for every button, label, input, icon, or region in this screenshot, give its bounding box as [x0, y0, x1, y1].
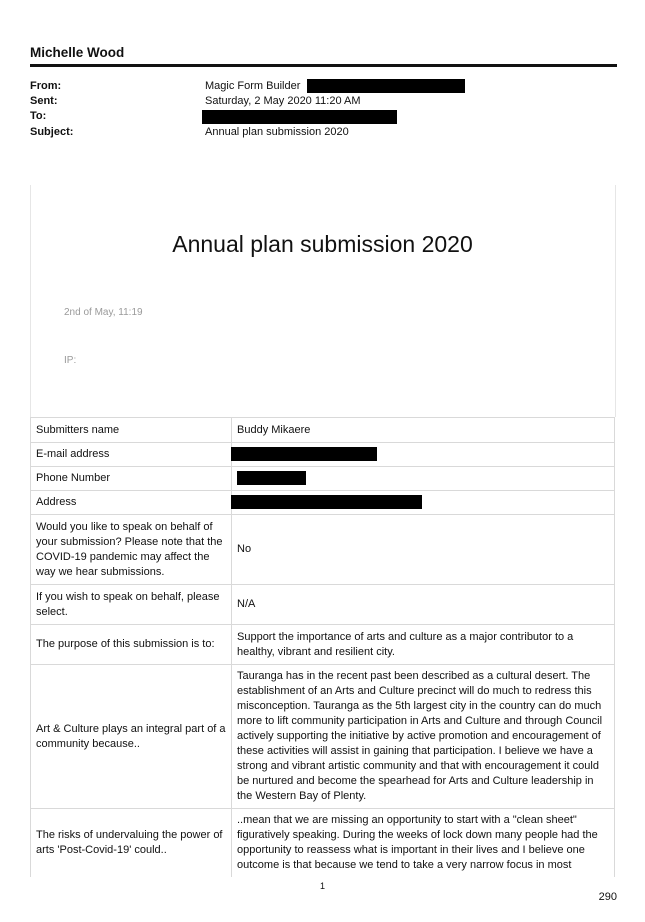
answer-cell: N/A [232, 585, 615, 625]
question-cell: Phone Number [31, 467, 232, 491]
form-date: 2nd of May, 11:19 [64, 307, 143, 318]
from-value: Magic Form Builder [205, 80, 301, 92]
question-cell: The risks of undervaluing the power of arts 'Post-Covid-19' could.. [31, 809, 232, 878]
redaction-from [307, 79, 465, 93]
page-number: 1 [319, 881, 325, 891]
answer-cell: Support the importance of arts and culture as a major contributor to a healthy, vibrant and resilient city. [232, 625, 615, 665]
sent-value: Saturday, 2 May 2020 11:20 AM [205, 95, 361, 107]
table-row [31, 625, 615, 665]
question-cell: If you wish to speak on behalf, please select. [31, 585, 232, 625]
table-row [31, 443, 615, 467]
question-cell: E-mail address [31, 443, 232, 467]
form-ip-label: IP: [64, 355, 77, 366]
redaction-to [202, 110, 397, 124]
answer-cell: Buddy Mikaere [232, 418, 615, 443]
answer-cell [232, 467, 615, 491]
question-cell: Submitters name [31, 418, 232, 443]
answer-cell [232, 443, 615, 467]
table-row [31, 515, 615, 585]
header-rule [30, 64, 617, 67]
table-row [31, 491, 615, 515]
question-cell: Art & Culture plays an integral part of a community because.. [31, 665, 232, 809]
sent-label: Sent: [30, 95, 58, 107]
to-label: To: [30, 110, 47, 122]
redaction-phone [237, 471, 306, 485]
form-card [30, 185, 616, 417]
question-cell: Address [31, 491, 232, 515]
question-cell: The purpose of this submission is to: [31, 625, 232, 665]
answer-cell: ..mean that we are missing an opportunity to start with a "clean sheet" figuratively speaking. During the weeks of lock down many people had the opportunity to reassess what is important in their lives and I believe one outcome is that because we tend to take a very narrow focus in most [232, 809, 615, 878]
answer-cell: No [232, 515, 615, 585]
table-row [31, 665, 615, 809]
answer-cell [232, 491, 615, 515]
redaction-email [231, 447, 377, 461]
document-number: 290 [598, 891, 617, 903]
form-title: Annual plan submission 2020 [172, 231, 473, 257]
subject-label: Subject: [30, 126, 74, 138]
from-label: From: [30, 80, 62, 92]
table-row [31, 418, 615, 443]
answer-cell: Tauranga has in the recent past been described as a cultural desert. The establishment of an Arts and Culture precinct will do much to redress this misconception. Tauranga as the 5th largest city in the country can do much more to lift community participation in Arts and Culture and through Council actively supporting the initiative by active promotion and encouragement of these activities will assist in gaining that participation. I believe we have a strong and vibrant artistic community and that with encouragement it could be nurtured and become the spearhead for Arts and Culture leadership in the Western Bay of Plenty. [232, 665, 615, 809]
table-row [31, 585, 615, 625]
sender-name: Michelle Wood [30, 45, 125, 60]
submission-table [30, 417, 615, 877]
table-row [31, 467, 615, 491]
question-cell: Would you like to speak on behalf of your submission? Please note that the COVID-19 pandemic may affect the way we hear submissions. [31, 515, 232, 585]
redaction-address [231, 495, 422, 509]
subject-value: Annual plan submission 2020 [205, 126, 349, 138]
table-row [31, 809, 615, 878]
